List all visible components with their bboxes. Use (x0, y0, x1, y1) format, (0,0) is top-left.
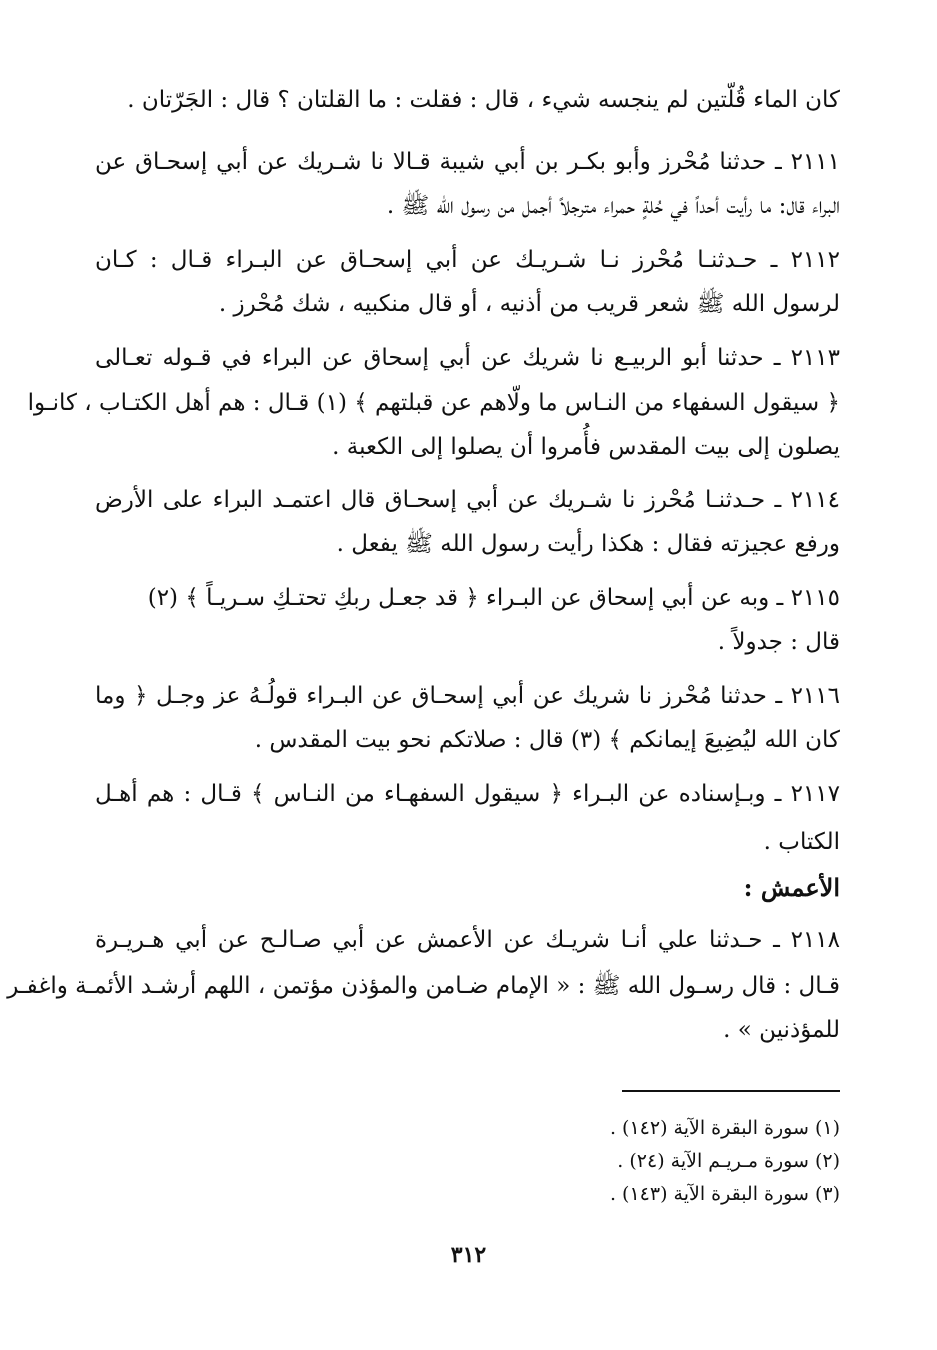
hadith-2113-line: ٢١١٣ ـ حدثنا أبو الربيـع نا شريك عن أبي إسحاق عن البراء في قـوله تعـالى (95, 345, 840, 371)
hadith-2111-line: ٢١١١ ـ حدثنا مُحْرز وأبو بكـر بن أبي شيبة قـالا نا شـريك عن أبي إسحـاق عن (95, 149, 840, 175)
text-line: قال : جدولاً . (717, 629, 840, 655)
hadith-2116-line: ٢١١٦ ـ حدثنا مُحْرز نا شريك عن أبي إسحـاق عن البـراء قولُـهُ عز وجـل ﴿ وما (95, 683, 840, 709)
text-line: كان الله ليُضِيعَ إيمانكم ﴾ (٣) قال : صلاتكم نحو بيت المقدس . (254, 727, 840, 753)
hadith-2115-line: ٢١١٥ ـ وبه عن أبي إسحاق عن البـراء ﴿ قد جعـل ربكِ تحتـكِ سـريـاً ﴾ (٢) (147, 585, 840, 611)
text-line: ورفع عجيزته فقال : هكذا رأيت رسول الله ﷺ يفعل . (336, 531, 840, 557)
footnote: (١) سورة البقرة الآية (١٤٢) . (609, 1117, 840, 1139)
text-line: كان الماء قُلّتين لم ينجسه شيء ، قال : فقلت : ما القلتان ؟ قال : الجَرّتان . (127, 87, 840, 113)
text-line: البراء قال: ما رأيت أحداً في حُلةٍ حمراء مترجلاً أجمل من رسول الله ﷺ . (386, 193, 840, 219)
hadith-2112-line: ٢١١٢ ـ حـدثنـا مُحْرز نـا شـريـك عن أبي إسحـاق عن البـراء قـال : كـان (95, 247, 840, 273)
text-line: ﴿ سيقول السفهاء من النـاس ما ولّاهم عن قبلتهم ﴾ (١) قـال : هم أهل الكتـاب ، كانـوا (27, 390, 840, 416)
footnote: (٣) سورة البقرة الآية (١٤٣) . (609, 1183, 840, 1205)
hadith-2118-line: ٢١١٨ ـ حـدثنا علي أنـا شريـك عن الأعمش عن أبي صـالـح عن أبي هـريـرة (95, 927, 840, 953)
text-line: لرسول الله ﷺ شعر قريب من أذنيه ، أو قال منكبيه ، شك مُحْرز . (218, 291, 840, 317)
footnote: (٢) سورة مـريـم الآية (٢٤) . (617, 1150, 840, 1172)
page-number: ٣١٢ (450, 1242, 487, 1268)
text-line: الكتاب . (763, 829, 840, 855)
text-line: قـال : قال رسـول الله ﷺ : « الإمام ضـامن والمؤذن مؤتمن ، اللهم أرشـد الأئمـة واغفـر (7, 973, 840, 999)
hadith-2117-line: ٢١١٧ ـ وبـإسناده عن البـراء ﴿ سيقول السفهـاء من النـاس ﴾ قـال : هم أهـل (95, 781, 840, 807)
text-line: يصلون إلى بيت المقدس فأُمروا أن يصلوا إلى الكعبة . (332, 434, 840, 460)
hadith-2114-line: ٢١١٤ ـ حـدثنـا مُحْرز نا شـريك عن أبي إسحـاق قال اعتمـد البراء على الأرض (95, 487, 840, 513)
text-line: للمؤذنين » . (723, 1017, 840, 1043)
section-heading: الأعمش : (743, 873, 840, 902)
footnote-separator (622, 1090, 840, 1092)
